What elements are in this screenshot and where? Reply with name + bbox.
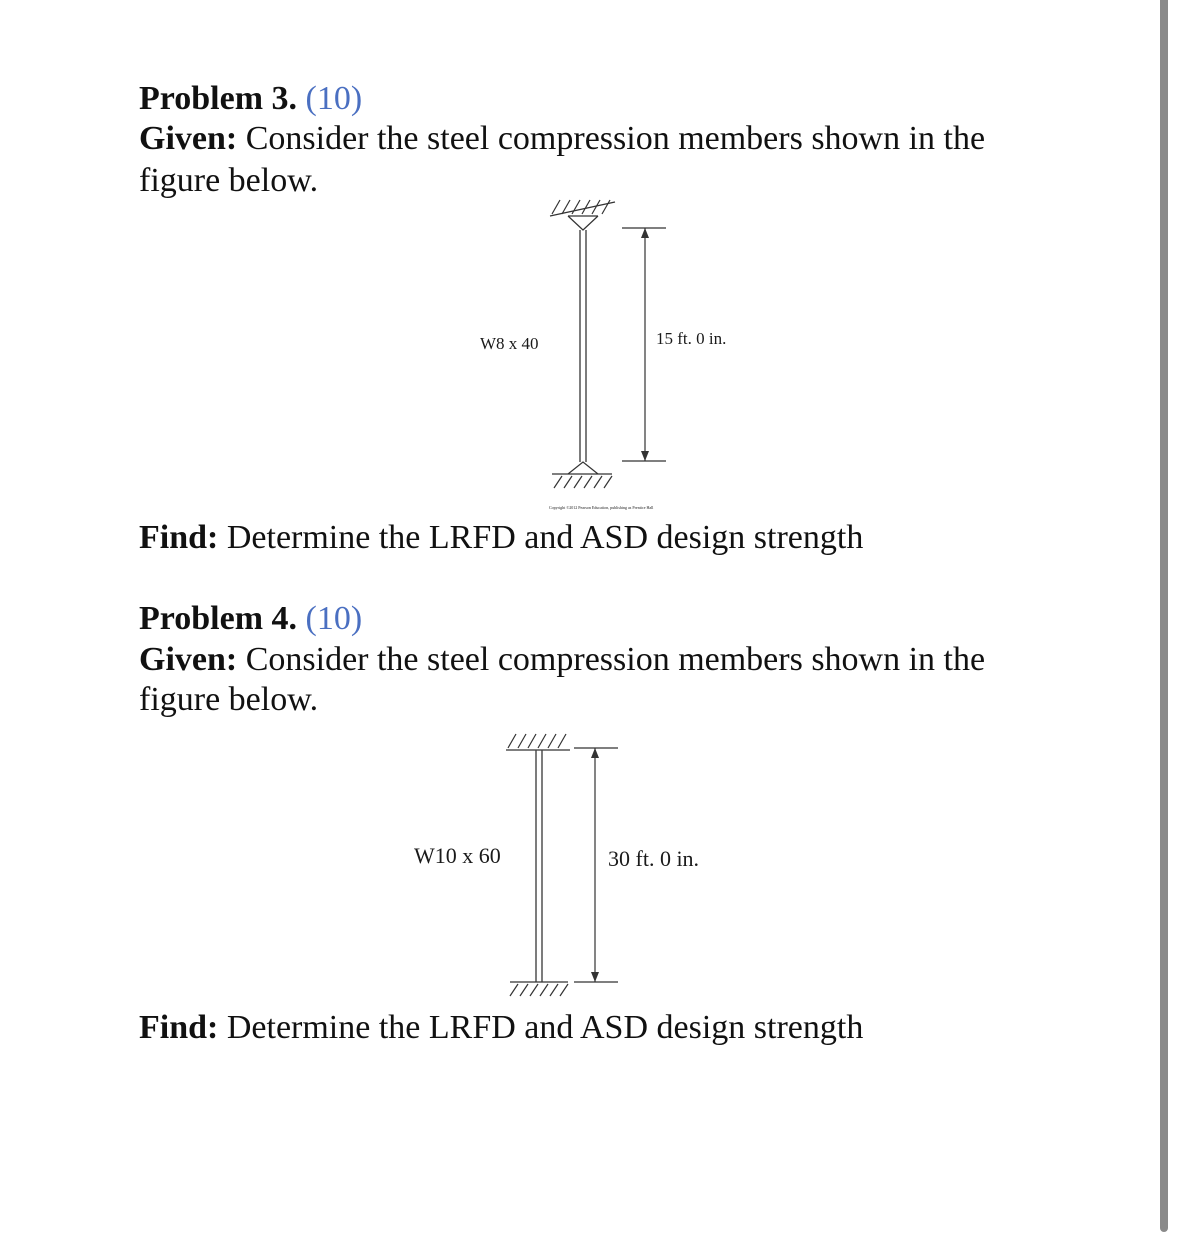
- problem4-given-line1: [139, 640, 985, 680]
- problem4-find: [139, 1008, 863, 1048]
- problem4-heading: [139, 599, 362, 639]
- problem4-given-text: Consider the steel compression members shown in the: [245, 641, 986, 678]
- problem4-find-text: Determine the LRFD and ASD design strength: [226, 1009, 864, 1046]
- problem3-title: Problem 3.: [139, 80, 298, 117]
- problem4-bottom-support: [510, 982, 568, 996]
- problem4-points: (10): [305, 600, 363, 637]
- problem4-given-label: Given:: [139, 641, 238, 678]
- problem3-given-label: Given:: [139, 120, 238, 157]
- problem3-given-text: Consider the steel compression members shown in the: [245, 120, 986, 157]
- problem4-find-label: Find:: [139, 1009, 219, 1046]
- problem4-length-label: 30 ft. 0 in.: [608, 846, 700, 871]
- problem3-length-label: 15 ft. 0 in.: [656, 329, 727, 348]
- problem3-column: [580, 230, 586, 462]
- problem3-find-label: Find:: [139, 519, 219, 556]
- problem4-given-line2: figure below.: [139, 681, 319, 718]
- problem4-column: [536, 750, 542, 982]
- problem3-heading: [139, 79, 362, 119]
- problem4-column-figure: [400, 720, 720, 1010]
- problem3-find: [139, 518, 863, 558]
- problem4-section-label: W10 x 60: [414, 843, 501, 868]
- problem3-top-support: [550, 200, 615, 230]
- problem3-points: (10): [305, 80, 363, 117]
- scrollbar[interactable]: [1160, 0, 1168, 1232]
- problem3-given-line2: figure below.: [139, 162, 319, 199]
- problem4-title: Problem 4.: [139, 600, 298, 637]
- problem3-column-figure: [440, 190, 760, 520]
- problem4-top-support: [506, 734, 570, 750]
- problem3-bottom-support: [552, 462, 612, 488]
- problem3-given-line1: [139, 119, 985, 159]
- problem3-section-label: W8 x 40: [480, 334, 539, 353]
- problem3-copyright: Copyright ©2012 Pearson Education, publishing as Prentice Hall: [549, 505, 654, 510]
- problem3-find-text: Determine the LRFD and ASD design strength: [226, 519, 864, 556]
